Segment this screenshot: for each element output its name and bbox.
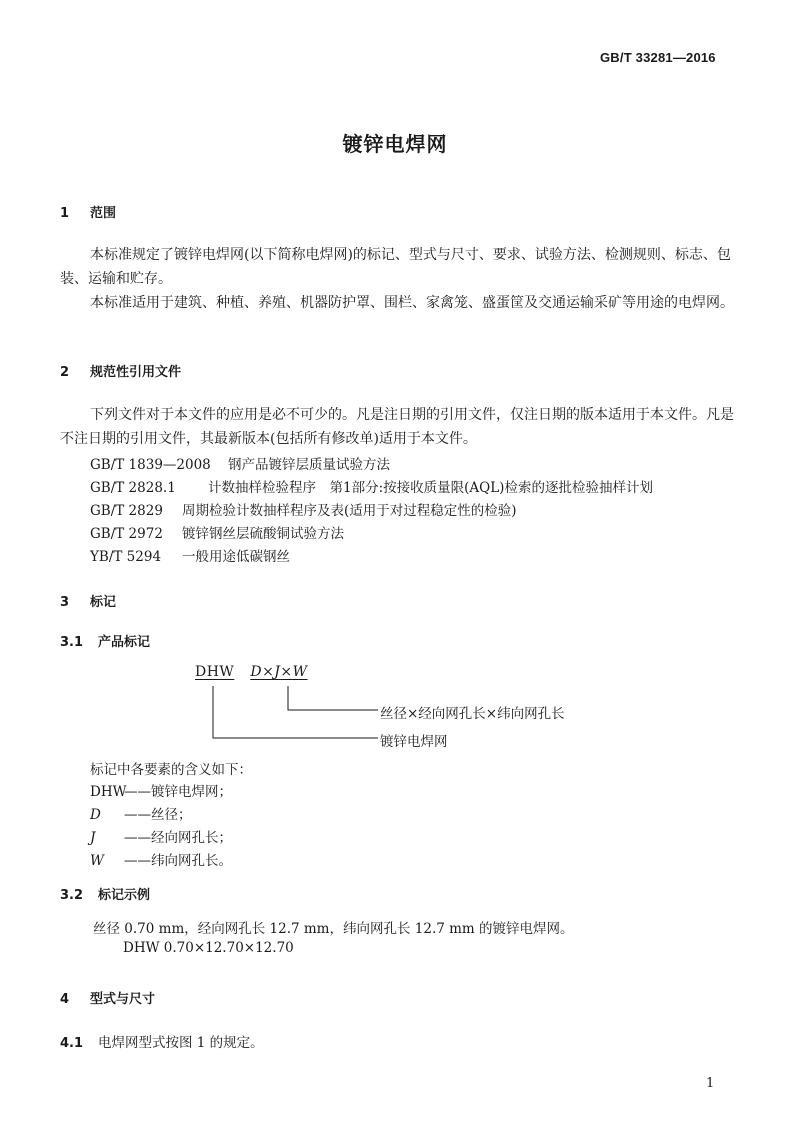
subsection-title: 标记示例 — [98, 888, 151, 903]
document-title: 镀锌电焊网 — [342, 132, 448, 156]
section-number: 3 — [60, 595, 70, 610]
page-number: 1 — [706, 1076, 715, 1091]
standard-code: GB/T 33281—2016 — [600, 50, 716, 65]
marking-callout-dimensions: 丝径×经向网孔长×纬向网孔长 — [380, 706, 565, 722]
normative-intro-paragraph: 下列文件对于本文件的应用是必不可少的。凡是注日期的引用文件，仅注日期的版本适用于本文件。凡是不注日期的引用文件，其最新版本(包括所有修改单)适用于本文件。 — [60, 407, 734, 447]
marking-weft-symbol: W — [292, 664, 308, 680]
leader-line-product — [213, 686, 378, 738]
definition-item — [90, 780, 232, 800]
reference-code: GB/T 1839—2008 — [90, 457, 211, 473]
definition-text: ——纬向网孔长。 — [124, 853, 232, 869]
reference-title: 钢产品镀锌层质量试验方法 — [228, 457, 390, 473]
subsection-text: 电焊网型式按图 1 的规定。 — [98, 1035, 264, 1051]
section-number: 4 — [60, 992, 70, 1007]
definition-text: ——镀锌电焊网； — [124, 784, 232, 800]
reference-code: GB/T 2828.1 — [90, 480, 176, 496]
marking-warp-symbol: J — [274, 664, 281, 680]
scope-paragraph-1: 本标准规定了镀锌电焊网(以下简称电焊网)的标记、型式与尺寸、要求、试验方法、检测规则、标志、包装、运输和贮存。 — [60, 247, 731, 287]
definition-symbol: W — [90, 853, 104, 869]
definition-item — [90, 826, 232, 846]
scope-paragraph-2: 本标准适用于建筑、种植、养殖、机器防护罩、围栏、家禽笼、盛蛋筐及交通运输采矿等用途的电焊网。 — [90, 295, 734, 311]
reference-title: 一般用途低碳钢丝 — [182, 549, 290, 565]
section-title: 型式与尺寸 — [90, 992, 156, 1007]
definition-item — [90, 803, 192, 823]
subsection-title: 产品标记 — [98, 635, 151, 650]
subsection-number: 3.2 — [60, 888, 84, 903]
marking-multiply-sign: × — [262, 664, 275, 680]
definition-symbol: DHW — [90, 784, 127, 800]
marking-example-text: 丝径 0.70 mm，经向网孔长 12.7 mm，纬向网孔长 12.7 mm 的镀锌电焊网。 — [93, 921, 574, 937]
marking-callout-product: 镀锌电焊网 — [380, 734, 448, 750]
section-title: 范围 — [90, 206, 117, 221]
definition-symbol: J — [90, 830, 96, 846]
reference-title: 周期检验计数抽样程序及表(适用于对过程稳定性的检验) — [182, 503, 517, 519]
reference-code: GB/T 2829 — [90, 503, 163, 519]
section-number: 1 — [60, 206, 70, 221]
section-4-heading — [60, 988, 155, 1007]
definition-symbol: D — [90, 807, 101, 823]
subsection-number: 3.1 — [60, 635, 84, 650]
subsection-number: 4.1 — [60, 1036, 84, 1051]
subsection-4-1 — [60, 1031, 264, 1051]
marking-example-code: DHW 0.70×12.70×12.70 — [123, 940, 294, 956]
subsection-3-2-heading — [60, 884, 150, 903]
leader-line-dimensions — [288, 686, 378, 710]
marking-prefix: DHW — [195, 664, 235, 680]
definitions-intro: 标记中各要素的含义如下： — [90, 762, 252, 778]
reference-code: YB/T 5294 — [90, 549, 162, 565]
reference-title: 计数抽样检验程序 第1部分:按接收质量限(AQL)检索的逐批检验抽样计划 — [208, 480, 653, 496]
definition-text: ——丝径； — [124, 807, 192, 823]
reference-title: 镀锌钢丝层硫酸铜试验方法 — [182, 526, 344, 542]
section-title: 规范性引用文件 — [90, 365, 182, 380]
reference-code: GB/T 2972 — [90, 526, 163, 542]
section-number: 2 — [60, 365, 70, 380]
definition-item — [90, 849, 232, 869]
section-title: 标记 — [90, 595, 117, 610]
marking-diameter-symbol: D — [250, 664, 263, 680]
marking-multiply-sign: × — [280, 664, 293, 680]
definition-text: ——经向网孔长； — [124, 830, 232, 846]
